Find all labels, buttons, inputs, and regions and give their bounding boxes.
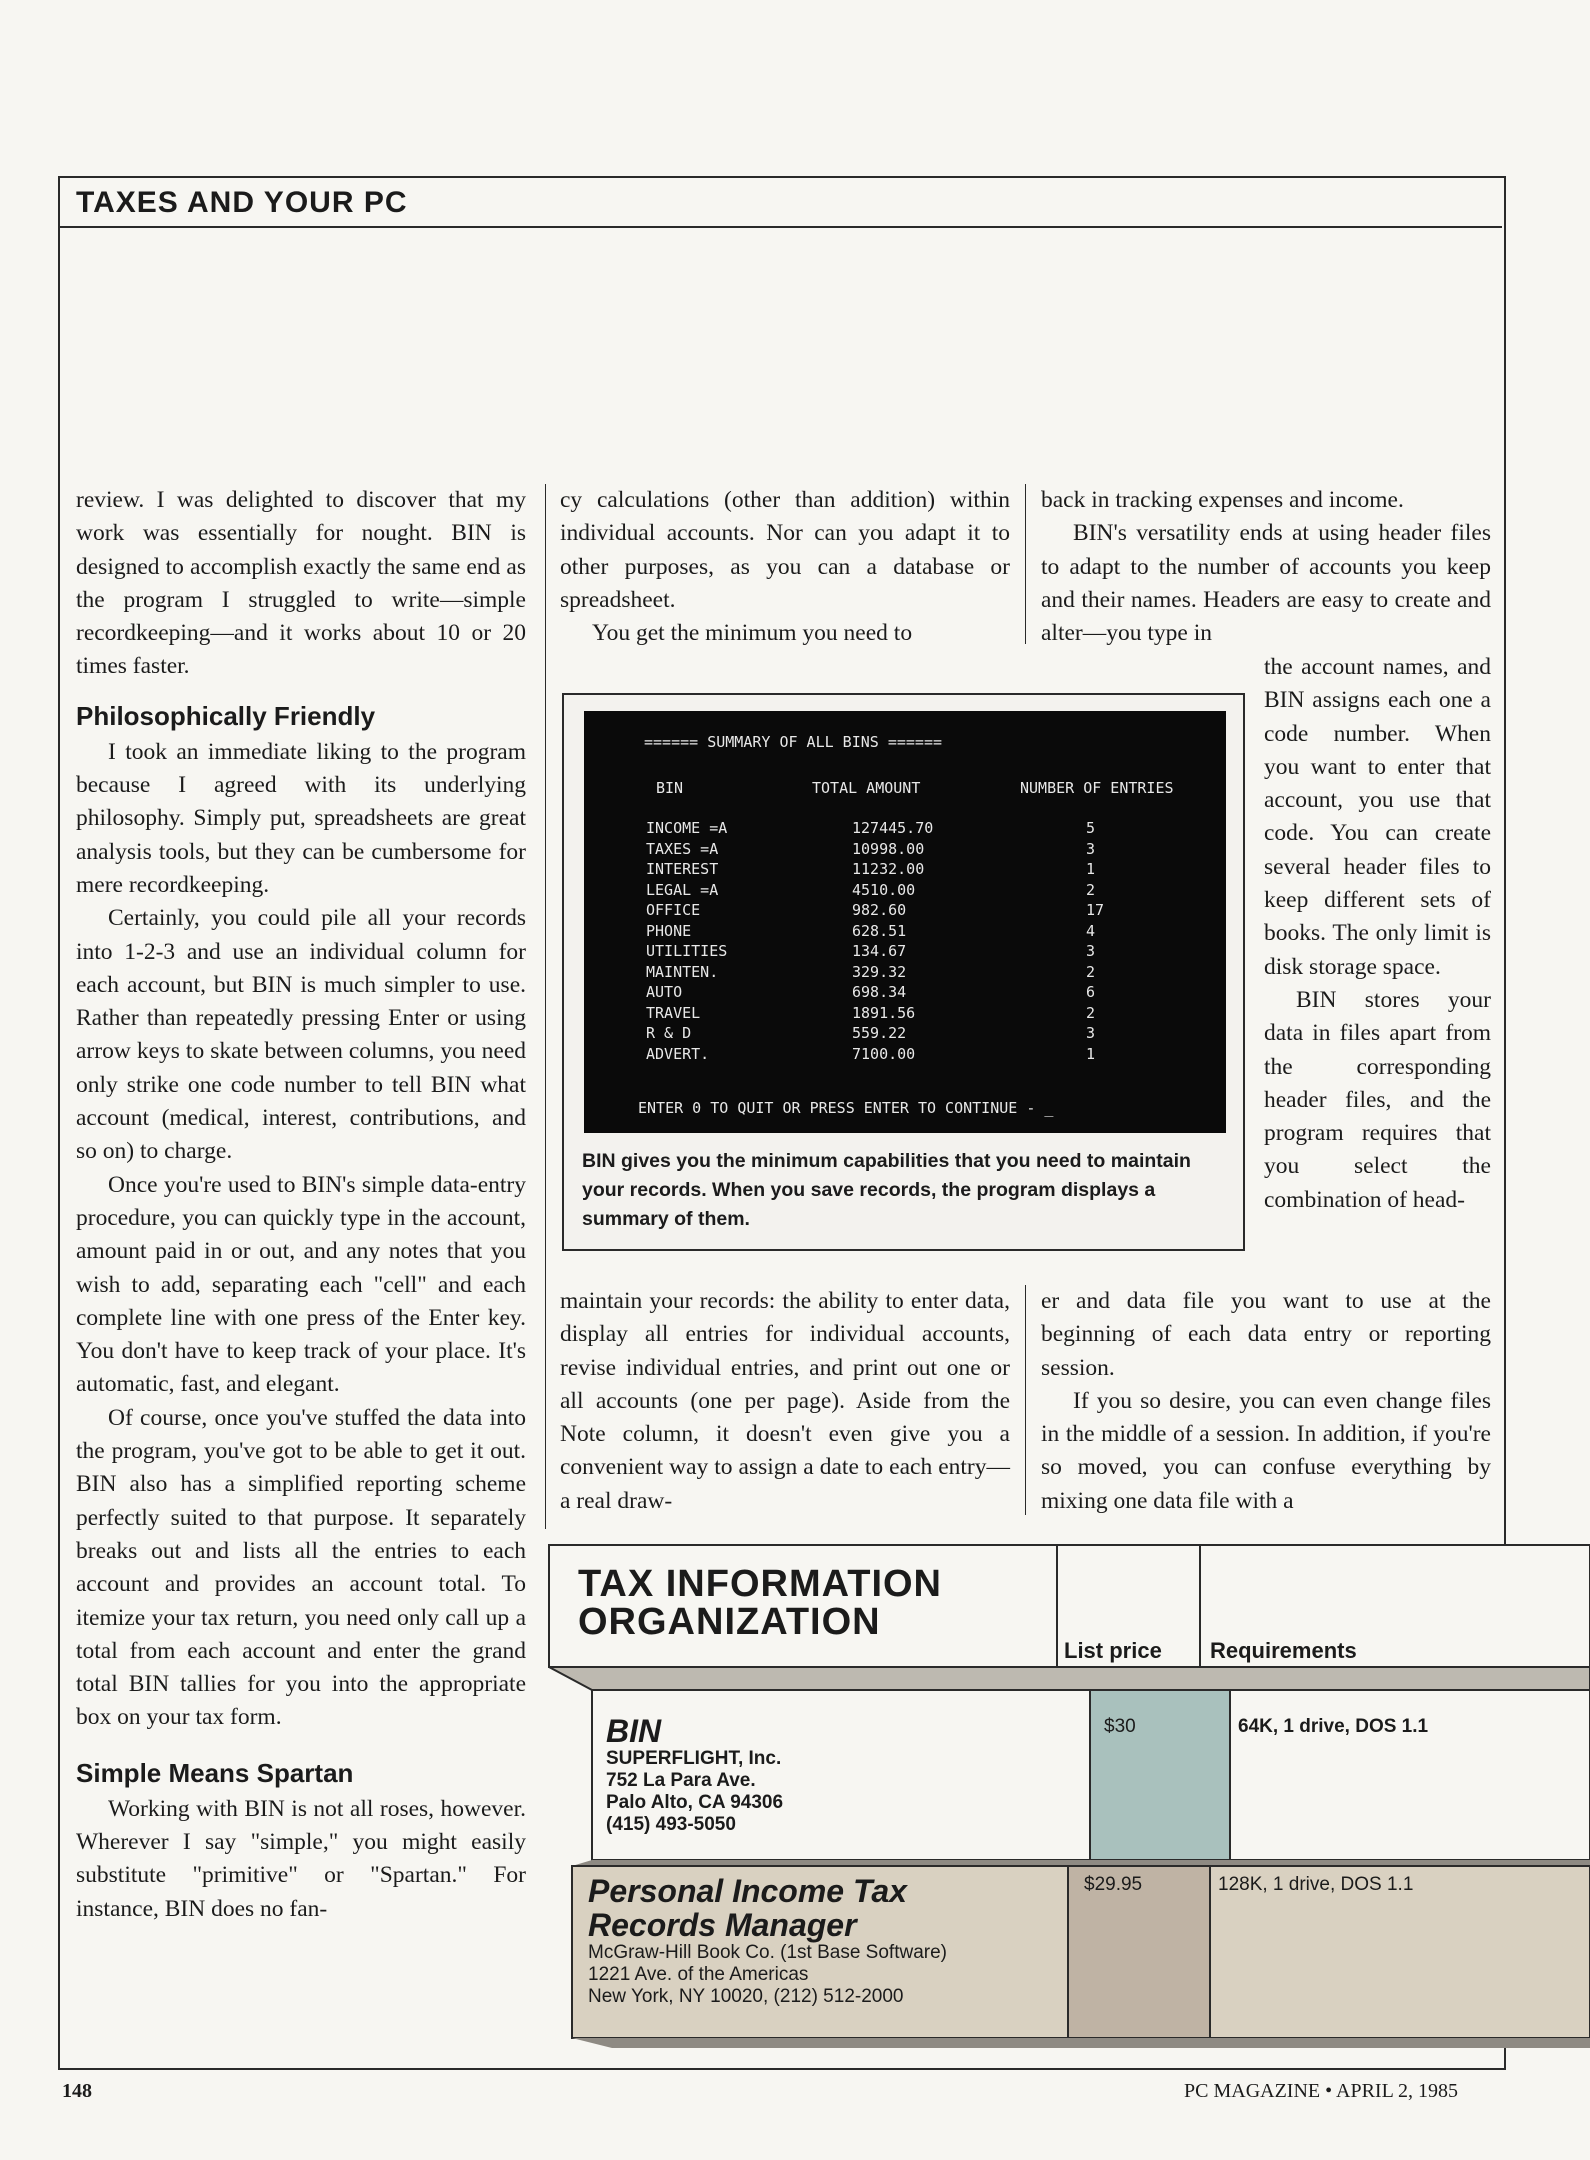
product-company: SUPERFLIGHT, Inc. [606,1748,782,1769]
screen-entry-count: 2 [1086,880,1096,899]
section-title: TAXES AND YOUR PC [76,186,408,219]
col3-bottom-paragraph-2: If you so desire, you can even change files in the middle of a session. In addition, if you're so moved, you can confuse everything by mixing one data file with a [1041,1387,1491,1514]
subhead-philosophically-friendly: Philosophically Friendly [76,700,376,731]
product-address-2: Palo Alto, CA 94306 [606,1792,784,1813]
screen-entry-count: 2 [1086,962,1096,981]
screen-total-amount: 7100.00 [852,1044,916,1063]
figure-caption: BIN gives you the minimum capabilities that you need to maintain your records. When you save records, the program displays a summary of them. [582,1150,1191,1230]
col1-paragraph-1: review. I was delighted to discover that my work was essentially for nought. BIN is designed to accomplish exactly the same end as the program I struggled to write—simple recordkeeping—and it works about 10 or 20 times faster. [76,487,526,680]
product-address-1: 752 La Para Ave. [606,1770,756,1791]
col1-paragraph-5: Of course, once you've stuffed the data into the program, you've got to be able to get it out. BIN also has a simplified reporting scheme perfectly suited to that purpose. It separately breaks out and lists all the entries to each account and provides an account total. To itemize your tax return, you need only call up a total from each account and enter the grand total BIN tallies for you into the appropriate box on your tax form. [76,1404,526,1731]
col3-top-paragraph-1: back in tracking expenses and income. [1041,487,1404,513]
screen-bin-name: ADVERT. [646,1044,710,1063]
col3-narrow-paragraph-2: BIN stores your data in files apart from the corresponding header files, and the program requires that you select the combination of head- [1264,986,1491,1213]
col2-top-paragraph-2: You get the minimum you need to [592,620,913,647]
screen-entry-count: 3 [1086,839,1096,858]
screen-total-amount: 1891.56 [852,1003,916,1022]
product-company: McGraw-Hill Book Co. (1st Base Software) [588,1942,947,1963]
col2-top-paragraph-1: cy calculations (other than addition) within individual accounts. Nor can you adapt it to other purposes, as you can a database or spreadsheet. [560,487,1010,613]
table-title [578,1565,942,1641]
table-title-line-1: TAX INFORMATION [578,1563,942,1605]
subhead-simple-means-spartan: Simple Means Spartan [76,1757,354,1788]
screen-header-bin: BIN [656,779,684,797]
column-head-list-price: List price [1064,1638,1162,1663]
col2-bottom-paragraph-1: maintain your records: the ability to enter data, display all entries for individual accounts, revise individual entries, and print out one or all accounts (one per page). Aside from the Note column, it doesn't even give you a convenient way to assign a date to each entry—a real draw- [560,1288,1010,1514]
screen-entry-count: 4 [1086,921,1096,940]
table-title-line-2: ORGANIZATION [578,1601,881,1643]
screen-entry-count: 17 [1086,901,1105,919]
product-row-bin [606,1714,783,1836]
screen-bin-name: TAXES =A [646,839,719,858]
col1-paragraph-4: Once you're used to BIN's simple data-entry procedure, you can quickly type in the account, amount paid in or out, and any notes that you wish to add, separating each "cell" and each complete line with one press of the Enter key. You don't have to keep track of your place. It's automatic, fast, and elegant. [76,1171,526,1398]
screen-entry-count: 3 [1086,1024,1096,1042]
screen-bin-name: INCOME =A [646,819,728,837]
screen-prompt: ENTER 0 TO QUIT OR PRESS ENTER TO CONTINUE - _ [638,1099,1054,1117]
magazine-folio: PC MAGAZINE • APRIL 2, 1985 [1184,2080,1459,2102]
product-name: BIN [606,1713,662,1749]
product-price: $30 [1104,1716,1136,1737]
screen-bin-name: AUTO [646,983,683,1001]
screen-bin-name: MAINTEN. [646,962,719,981]
screen-entry-count: 6 [1086,983,1096,1001]
col1-paragraph-3: Certainly, you could pile all your records into 1-2-3 and use an individual column for each account, but BIN is much simpler to use. Rather than repeatedly pressing Enter or using arrow keys to skate between columns, you need only strike one code number to tell BIN what account (medical, interest, contributions, and so on) to charge. [76,905,526,1165]
col1-paragraph-2: I took an immediate liking to the program because I agreed with its underlying philosophy. Simply put, spreadsheets are great analysis tools, but they can be cumbersome for mere recordkeeping. [76,738,526,898]
screen-entry-count: 1 [1086,860,1096,878]
screen-total-amount: 559.22 [852,1024,907,1042]
screen-entry-count: 2 [1086,1003,1096,1022]
col3-narrow-paragraph-1: the account names, and BIN assigns each one a code number. When you want to enter that account, you use that code. You can create several header files to keep different sets of books. The only limit is disk storage space. [1264,654,1491,980]
screen-total-amount: 10998.00 [852,839,925,858]
screen-title: ====== SUMMARY OF ALL BINS ====== [644,733,943,751]
product-requirements: 64K, 1 drive, DOS 1.1 [1238,1716,1429,1737]
screen-total-amount: 4510.00 [852,880,916,899]
screen-bin-name: R & D [646,1024,692,1042]
screen-total-amount: 698.34 [852,983,907,1001]
screen-bin-name: LEGAL =A [646,880,719,899]
screen-total-amount: 628.51 [852,921,907,940]
screen-bin-name: TRAVEL [646,1003,701,1022]
product-name: Personal Income Tax [588,1873,907,1909]
screen-bin-name: INTEREST [646,860,719,878]
screen-bin-name: OFFICE [646,901,701,919]
col1-paragraph-6: Working with BIN is not all roses, however. Wherever I say "simple," you might easily substitute "primitive" or "Spartan." For instance, BIN does no fan- [76,1795,526,1922]
product-phone: (415) 493-5050 [606,1814,736,1835]
screen-total-amount: 982.60 [852,901,907,919]
product-row-personal-income-tax [588,1874,947,2008]
screen-total-amount: 11232.00 [852,860,925,878]
product-address-1: 1221 Ave. of the Americas [588,1964,809,1985]
screen-entry-count: 5 [1086,819,1096,837]
screen-entry-count: 3 [1086,942,1096,960]
screen-entry-count: 1 [1086,1044,1096,1063]
screen-bin-name: PHONE [646,921,692,940]
product-name-line-2: Records Manager [588,1907,857,1943]
screen-header-entries: NUMBER OF ENTRIES [1020,779,1174,797]
col3-bottom-paragraph-1: er and data file you want to use at the beginning of each data entry or reporting session. [1041,1288,1491,1381]
screen-total-amount: 127445.70 [852,819,934,837]
product-requirements: 128K, 1 drive, DOS 1.1 [1218,1874,1414,1895]
product-address-2: New York, NY 10020, (212) 512-2000 [588,1986,904,2007]
screen-total-amount: 134.67 [852,942,907,960]
screen-total-amount: 329.32 [852,962,907,981]
page-number: 148 [62,2080,92,2102]
col3-top-paragraph-2: BIN's versatility ends at using header files to adapt to the number of accounts you keep and their names. Headers are easy to create and alter—you type in [1041,520,1491,647]
column-head-requirements: Requirements [1210,1638,1357,1663]
screen-header-total: TOTAL AMOUNT [812,779,921,797]
screen-bin-name: UTILITIES [646,942,728,960]
product-price: $29.95 [1084,1874,1143,1895]
